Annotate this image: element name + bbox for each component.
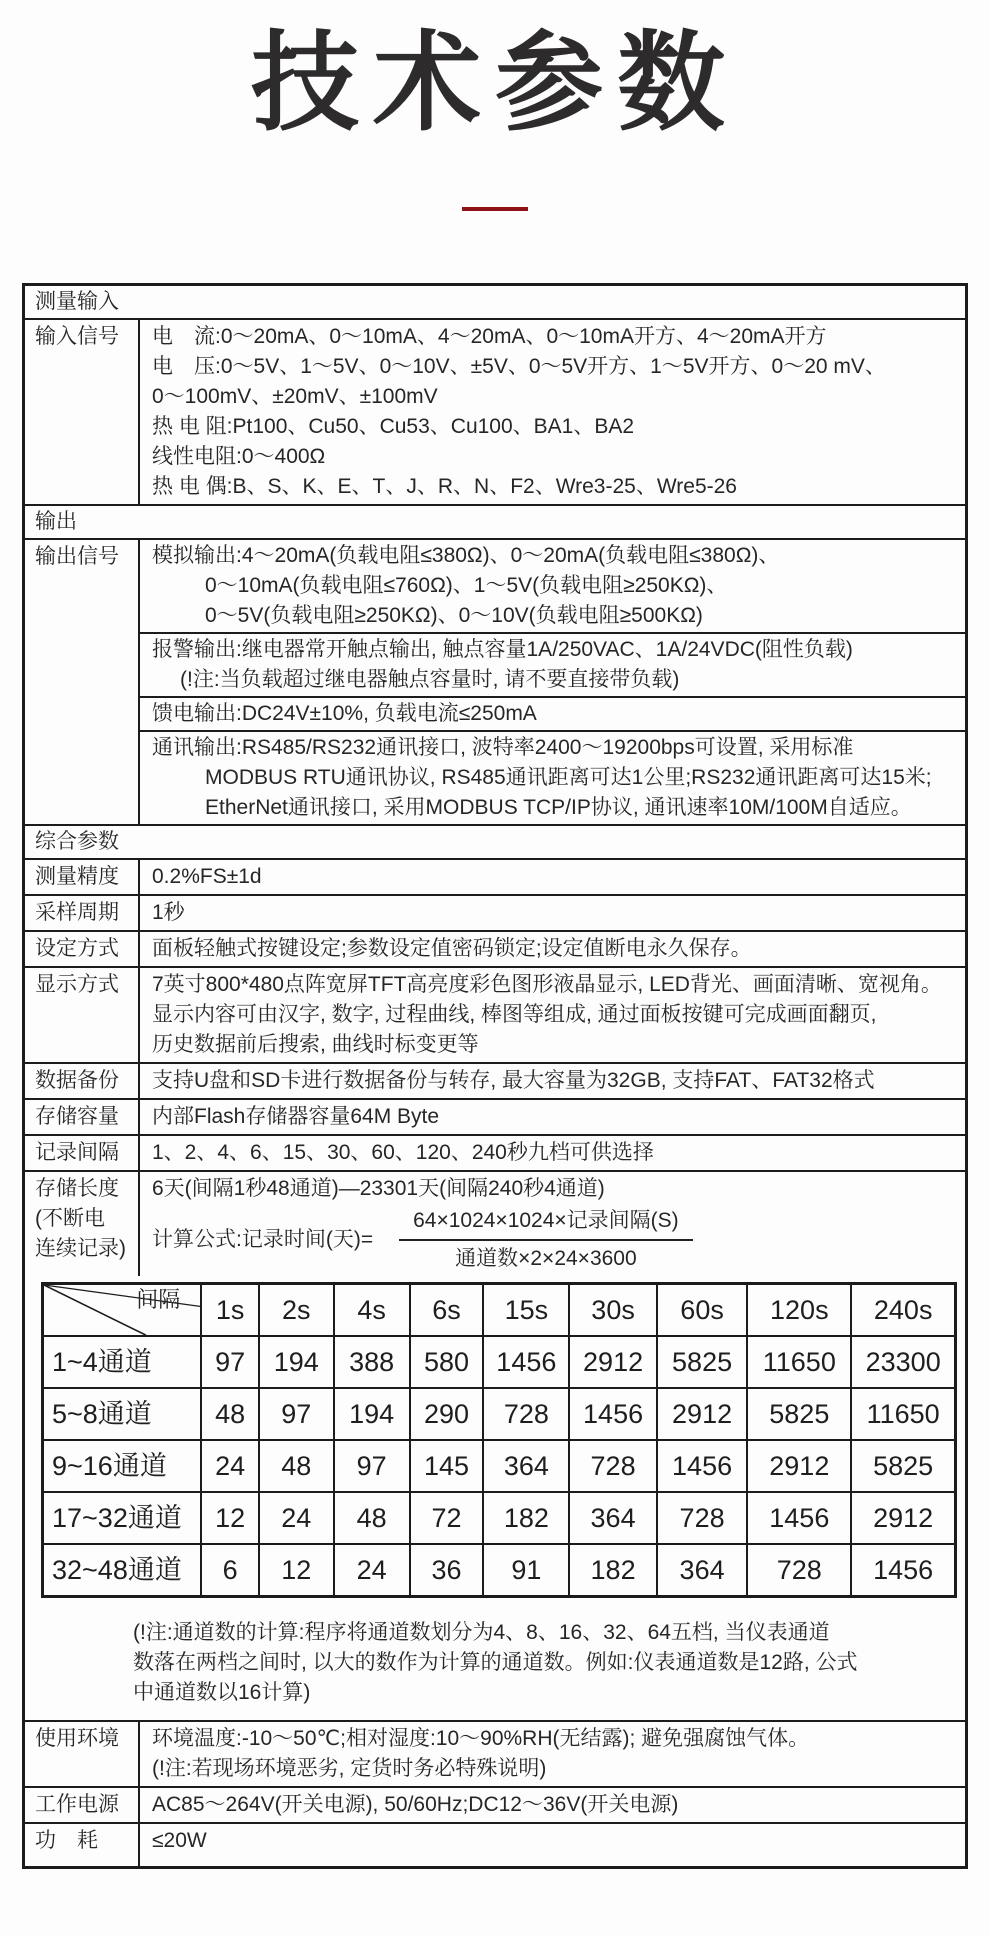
row-content-display xyxy=(140,968,965,1062)
storage-note-line: (!注:通道数的计算:程序将通道数划分为4、8、16、32、64五档, 当仪表通道 xyxy=(133,1620,830,1644)
matrix-cell: 72 xyxy=(410,1492,484,1544)
display-line: 7英寸800*480点阵宽屏TFT高亮度彩色图形液晶显示, LED背光、画面清晰、宽视角。 xyxy=(152,972,942,996)
matrix-col-header: 60s xyxy=(657,1283,747,1336)
formula-numerator: 64×1024×1024×记录间隔(S) xyxy=(399,1206,693,1241)
matrix-cell: 23300 xyxy=(851,1336,955,1388)
matrix-cell: 36 xyxy=(410,1544,484,1597)
storage-range-and-formula xyxy=(140,1172,965,1276)
matrix-cell: 728 xyxy=(569,1440,657,1492)
matrix-cell: 11650 xyxy=(747,1336,851,1388)
matrix-cell: 194 xyxy=(259,1336,334,1388)
row-label-display: 显示方式 xyxy=(25,968,140,1062)
matrix-col-header: 4s xyxy=(334,1283,410,1336)
section-header-measure-input: 测量输入 xyxy=(35,289,119,313)
section-header-output: 输出 xyxy=(35,509,77,533)
matrix-cell: 728 xyxy=(483,1388,569,1440)
matrix-cell: 364 xyxy=(657,1544,747,1597)
row-value-consumption: ≤20W xyxy=(152,1828,207,1852)
row-content-output-signal xyxy=(140,540,965,824)
input-signal-line: 线性电阻:0～400Ω xyxy=(152,444,326,468)
matrix-row-label: 9~16通道 xyxy=(43,1440,202,1492)
row-label-sampling: 采样周期 xyxy=(25,896,140,930)
row-input-signal xyxy=(25,318,965,504)
row-label-interval: 记录间隔 xyxy=(25,1136,140,1170)
input-signal-line: 热 电 偶:B、S、K、E、T、J、R、N、F2、Wre3-25、Wre5-26 xyxy=(152,474,737,498)
matrix-row-label: 17~32通道 xyxy=(43,1492,202,1544)
row-label-power: 工作电源 xyxy=(25,1788,140,1822)
matrix-cell: 1456 xyxy=(747,1492,851,1544)
matrix-row-label: 32~48通道 xyxy=(43,1544,202,1597)
matrix-row xyxy=(43,1336,956,1388)
corner-label-interval: 间隔 xyxy=(136,1286,181,1312)
page-title: 技术参数 xyxy=(250,22,739,143)
row-label-input-signal: 输入信号 xyxy=(25,320,140,504)
row-label-output-signal: 输出信号 xyxy=(25,540,140,824)
matrix-cell: 1456 xyxy=(657,1440,747,1492)
matrix-cell: 24 xyxy=(334,1544,410,1597)
row-label-setting: 设定方式 xyxy=(25,932,140,966)
row-label-backup: 数据备份 xyxy=(25,1064,140,1098)
matrix-corner-cell xyxy=(43,1283,202,1336)
matrix-cell: 364 xyxy=(569,1492,657,1544)
storage-formula xyxy=(152,1206,953,1274)
input-signal-line: 0～100mV、±20mV、±100mV xyxy=(152,384,438,408)
matrix-col-header: 1s xyxy=(201,1283,259,1336)
matrix-row-label: 5~8通道 xyxy=(43,1388,202,1440)
matrix-col-header: 240s xyxy=(851,1283,955,1336)
storage-days-matrix xyxy=(41,1282,957,1598)
row-sampling xyxy=(25,894,965,930)
row-value-interval: 1、2、4、6、15、30、60、120、240秒九档可供选择 xyxy=(152,1140,654,1164)
formula-prefix: 计算公式:记录时间(天)= xyxy=(152,1227,374,1251)
matrix-cell: 1456 xyxy=(569,1388,657,1440)
matrix-header-row xyxy=(43,1283,956,1336)
matrix-cell: 290 xyxy=(410,1388,484,1440)
spec-table xyxy=(22,283,968,1869)
row-label-capacity: 存储容量 xyxy=(25,1100,140,1134)
row-label-environment: 使用环境 xyxy=(25,1722,140,1786)
section-header-general: 综合参数 xyxy=(35,829,119,853)
storage-note xyxy=(25,1598,965,1720)
display-line: 显示内容可由汉字, 数字, 过程曲线, 棒图等组成, 通过面板按键可完成画面翻页, xyxy=(152,1002,877,1026)
matrix-cell: 2912 xyxy=(569,1336,657,1388)
matrix-cell: 48 xyxy=(259,1440,334,1492)
row-content-input-signal xyxy=(140,320,965,504)
row-setting xyxy=(25,930,965,966)
display-line: 历史数据前后搜索, 曲线时标变更等 xyxy=(152,1032,479,1056)
matrix-col-header: 2s xyxy=(259,1283,334,1336)
analog-output-subrow xyxy=(140,540,965,632)
formula-fraction xyxy=(399,1206,693,1274)
row-accuracy xyxy=(25,858,965,894)
matrix-cell: 728 xyxy=(657,1492,747,1544)
matrix-col-header: 30s xyxy=(569,1283,657,1336)
matrix-cell: 5825 xyxy=(747,1388,851,1440)
matrix-row xyxy=(43,1440,956,1492)
matrix-cell: 6 xyxy=(201,1544,259,1597)
matrix-row-label: 1~4通道 xyxy=(43,1336,202,1388)
comm-output-subrow xyxy=(140,730,965,824)
row-value-setting: 面板轻触式按键设定;参数设定值密码锁定;设定值断电永久保存。 xyxy=(152,936,752,960)
row-label-accuracy: 测量精度 xyxy=(25,860,140,894)
matrix-cell: 11650 xyxy=(851,1388,955,1440)
matrix-col-header: 15s xyxy=(483,1283,569,1336)
matrix-row xyxy=(43,1492,956,1544)
matrix-cell: 2912 xyxy=(851,1492,955,1544)
row-environment xyxy=(25,1720,965,1786)
matrix-cell: 24 xyxy=(259,1492,334,1544)
matrix-cell: 24 xyxy=(201,1440,259,1492)
feed-output-line: 馈电输出:DC24V±10%, 负载电流≤250mA xyxy=(152,701,537,725)
matrix-col-header: 120s xyxy=(747,1283,851,1336)
input-signal-line: 电 流:0～20mA、0～10mA、4～20mA、0～10mA开方、4～20mA开方 xyxy=(152,324,827,348)
row-power xyxy=(25,1786,965,1822)
alarm-output-note: (!注:当负载超过继电器触点容量时, 请不要直接带负载) xyxy=(180,667,680,691)
matrix-cell: 97 xyxy=(334,1440,410,1492)
matrix-row xyxy=(43,1388,956,1440)
row-value-backup: 支持U盘和SD卡进行数据备份与转存, 最大容量为32GB, 支持FAT、FAT32格式 xyxy=(152,1068,875,1092)
matrix-cell: 48 xyxy=(201,1388,259,1440)
row-storage-length xyxy=(25,1170,965,1720)
row-label-storage-length: 存储长度 (不断电 连续记录) xyxy=(25,1172,140,1276)
row-interval xyxy=(25,1134,965,1170)
storage-range: 6天(间隔1秒48通道)—23301天(间隔240秒4通道) xyxy=(152,1176,605,1200)
matrix-cell: 1456 xyxy=(851,1544,955,1597)
row-value-capacity: 内部Flash存储器容量64M Byte xyxy=(152,1104,440,1128)
row-capacity xyxy=(25,1098,965,1134)
matrix-cell: 12 xyxy=(201,1492,259,1544)
comm-output-line: 通讯输出:RS485/RS232通讯接口, 波特率2400～19200bps可设置, 采用标准 xyxy=(152,735,854,759)
matrix-cell: 364 xyxy=(483,1440,569,1492)
matrix-cell: 1456 xyxy=(483,1336,569,1388)
matrix-col-header: 6s xyxy=(410,1283,484,1336)
matrix-cell: 97 xyxy=(259,1388,334,1440)
alarm-output-line: 报警输出:继电器常开触点输出, 触点容量1A/250VAC、1A/24VDC(阻性负载) xyxy=(152,637,853,661)
matrix-row xyxy=(43,1544,956,1597)
alarm-output-subrow xyxy=(140,632,965,696)
matrix-cell: 5825 xyxy=(851,1440,955,1492)
matrix-cell: 145 xyxy=(410,1440,484,1492)
matrix-cell: 12 xyxy=(259,1544,334,1597)
environment-note: (!注:若现场环境恶劣, 定货时务必特殊说明) xyxy=(152,1756,547,1780)
matrix-cell: 728 xyxy=(747,1544,851,1597)
formula-denominator: 通道数×2×24×3600 xyxy=(455,1246,637,1270)
feed-output-subrow xyxy=(140,696,965,730)
matrix-cell: 2912 xyxy=(657,1388,747,1440)
row-label-consumption: 功 耗 xyxy=(25,1824,140,1866)
storage-matrix-body xyxy=(43,1336,956,1597)
matrix-cell: 5825 xyxy=(657,1336,747,1388)
matrix-cell: 97 xyxy=(201,1336,259,1388)
input-signal-line: 电 压:0～5V、1～5V、0～10V、±5V、0～5V开方、1～5V开方、0～20 mV、 xyxy=(152,354,886,378)
matrix-cell: 91 xyxy=(483,1544,569,1597)
storage-note-line: 数落在两档之间时, 以大的数作为计算的通道数。例如:仪表通道数是12路, 公式 xyxy=(133,1650,858,1674)
comm-output-line: MODBUS RTU通讯协议, RS485通讯距离可达1公里;RS232通讯距离可达15米; xyxy=(205,765,932,789)
analog-output-line: 模拟输出:4～20mA(负载电阻≤380Ω)、0～20mA(负载电阻≤380Ω)、 xyxy=(152,543,780,567)
matrix-cell: 48 xyxy=(334,1492,410,1544)
matrix-cell: 580 xyxy=(410,1336,484,1388)
analog-output-line: 0～5V(负载电阻≥250KΩ)、0～10V(负载电阻≥500KΩ) xyxy=(205,603,703,627)
row-value-sampling: 1秒 xyxy=(152,900,185,924)
analog-output-line: 0～10mA(负载电阻≤760Ω)、1～5V(负载电阻≥250KΩ)、 xyxy=(205,573,728,597)
matrix-cell: 388 xyxy=(334,1336,410,1388)
matrix-cell: 182 xyxy=(569,1544,657,1597)
matrix-cell: 194 xyxy=(334,1388,410,1440)
row-value-power: AC85～264V(开关电源), 50/60Hz;DC12～36V(开关电源) xyxy=(152,1792,679,1816)
row-content-environment xyxy=(140,1722,965,1786)
row-value-accuracy: 0.2%FS±1d xyxy=(152,864,262,888)
row-display xyxy=(25,966,965,1062)
input-signal-line: 热 电 阻:Pt100、Cu50、Cu53、Cu100、BA1、BA2 xyxy=(152,414,635,438)
comm-output-line: EtherNet通讯接口, 采用MODBUS TCP/IP协议, 通讯速率10M/100M自适应。 xyxy=(205,795,912,819)
matrix-cell: 2912 xyxy=(747,1440,851,1492)
row-backup xyxy=(25,1062,965,1098)
title-accent-underline xyxy=(462,207,528,211)
row-consumption xyxy=(25,1822,965,1866)
matrix-cell: 182 xyxy=(483,1492,569,1544)
row-output-signal xyxy=(25,538,965,824)
storage-note-line: 中通道数以16计算) xyxy=(133,1680,311,1704)
environment-line: 环境温度:-10～50℃;相对湿度:10～90%RH(无结露); 避免强腐蚀气体。 xyxy=(152,1726,810,1750)
